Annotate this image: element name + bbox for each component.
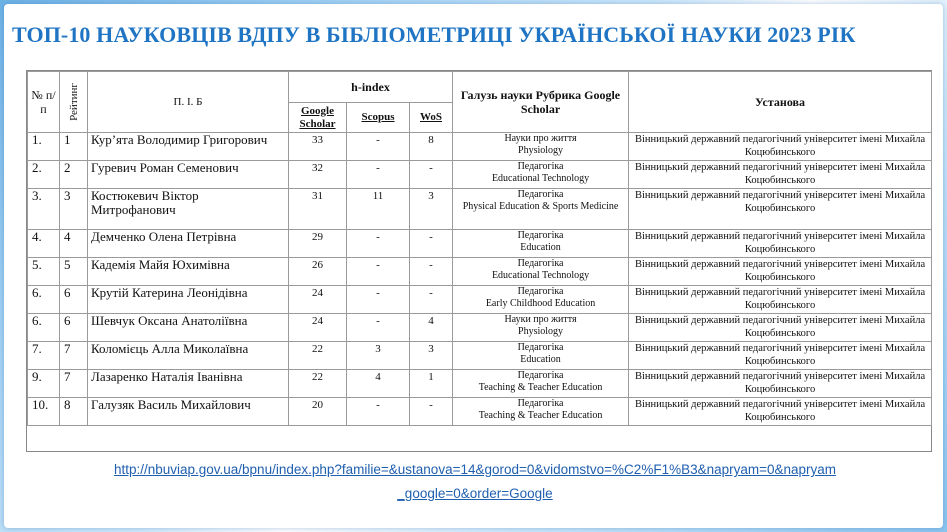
field-ua: Педагогіка [517, 258, 564, 269]
cell-field [453, 342, 629, 370]
cell-field [453, 286, 629, 314]
cell-wos: 8 [410, 133, 453, 161]
header-rank [60, 72, 88, 133]
cell-wos: 4 [410, 314, 453, 342]
cell-name: Костюкевич Віктор Митрофанович [88, 189, 289, 230]
cell-rank: 4 [60, 230, 88, 258]
header-number: № п/ п [28, 72, 60, 133]
field-ua: Науки про життя [504, 314, 577, 325]
cell-number: 4. [28, 230, 60, 258]
header-field: Галузь науки Рубрика Google Scholar [453, 72, 629, 133]
field-en: Education [520, 242, 561, 253]
field-en: Educational Technology [491, 270, 590, 281]
cell-number: 5. [28, 258, 60, 286]
cell-wos: - [410, 230, 453, 258]
cell-google-scholar: 20 [289, 398, 347, 426]
cell-organization: Вінницький державний педагогічний університет імені Михайла Коцюбинського [629, 398, 932, 426]
field-ua: Педагогіка [517, 342, 564, 353]
cell-google-scholar: 33 [289, 133, 347, 161]
field-en: Physical Education & Sports Medicine [462, 201, 619, 212]
source-link[interactable] [30, 458, 920, 506]
field-ua: Науки про життя [504, 133, 577, 144]
cell-wos: - [410, 286, 453, 314]
cell-google-scholar: 29 [289, 230, 347, 258]
header-scopus: Scopus [347, 103, 410, 133]
cell-rank: 3 [60, 189, 88, 230]
table-row [28, 370, 932, 398]
table-row [28, 133, 932, 161]
table-row [28, 342, 932, 370]
field-en: Teaching & Teacher Education [478, 410, 603, 421]
cell-google-scholar: 24 [289, 286, 347, 314]
cell-number: 3. [28, 189, 60, 230]
cell-organization: Вінницький державний педагогічний університет імені Михайла Коцюбинського [629, 189, 932, 230]
cell-organization: Вінницький державний педагогічний університет імені Михайла Коцюбинського [629, 314, 932, 342]
cell-number: 10. [28, 398, 60, 426]
cell-rank: 6 [60, 314, 88, 342]
field-en: Teaching & Teacher Education [478, 382, 603, 393]
cell-name: Крутій Катерина Леонідівна [88, 286, 289, 314]
cell-rank: 2 [60, 161, 88, 189]
cell-wos: - [410, 398, 453, 426]
table-row [28, 314, 932, 342]
cell-organization: Вінницький державний педагогічний університет імені Михайла Коцюбинського [629, 230, 932, 258]
cell-wos: - [410, 258, 453, 286]
cell-name: Шевчук Оксана Анатоліївна [88, 314, 289, 342]
cell-field [453, 230, 629, 258]
cell-number: 7. [28, 342, 60, 370]
table-row [28, 230, 932, 258]
cell-field [453, 398, 629, 426]
field-ua: Педагогіка [517, 398, 564, 409]
cell-google-scholar: 24 [289, 314, 347, 342]
header-organization: Установа [629, 72, 932, 133]
field-en: Physiology [518, 145, 564, 156]
cell-scopus: - [347, 161, 410, 189]
slide-title: ТОП-10 НАУКОВЦІВ ВДПУ В БІБЛІОМЕТРИЦІ УКРАЇНСЬКОЇ НАУКИ 2023 РІК [12, 22, 856, 47]
cell-wos: 1 [410, 370, 453, 398]
cell-field [453, 314, 629, 342]
cell-google-scholar: 22 [289, 342, 347, 370]
cell-google-scholar: 32 [289, 161, 347, 189]
cell-name: Галузяк Василь Михайлович [88, 398, 289, 426]
field-ua: Педагогіка [517, 189, 564, 200]
cell-organization: Вінницький державний педагогічний університет імені Михайла Коцюбинського [629, 133, 932, 161]
cell-number: 9. [28, 370, 60, 398]
field-en: Education [520, 354, 561, 365]
cell-wos: 3 [410, 189, 453, 230]
cell-name: Коломієць Алла Миколаївна [88, 342, 289, 370]
cell-organization: Вінницький державний педагогічний університет імені Михайла Коцюбинського [629, 342, 932, 370]
cell-name: Демченко Олена Петрівна [88, 230, 289, 258]
ranking-table [27, 71, 932, 426]
cell-rank: 7 [60, 370, 88, 398]
cell-google-scholar: 22 [289, 370, 347, 398]
source-link-line-2[interactable]: _google=0&order=Google [397, 486, 553, 501]
cell-scopus: 3 [347, 342, 410, 370]
field-ua: Педагогіка [517, 286, 564, 297]
cell-scopus: - [347, 258, 410, 286]
table-row [28, 258, 932, 286]
cell-rank: 7 [60, 342, 88, 370]
cell-scopus: - [347, 286, 410, 314]
cell-wos: 3 [410, 342, 453, 370]
cell-field [453, 133, 629, 161]
cell-organization: Вінницький державний педагогічний університет імені Михайла Коцюбинського [629, 286, 932, 314]
cell-rank: 5 [60, 258, 88, 286]
header-rank-label: Рейтинг [67, 83, 80, 121]
ranking-table-container [26, 70, 932, 452]
cell-scopus: 4 [347, 370, 410, 398]
cell-field [453, 189, 629, 230]
cell-rank: 6 [60, 286, 88, 314]
cell-number: 1. [28, 133, 60, 161]
field-ua: Педагогіка [517, 370, 564, 381]
cell-organization: Вінницький державний педагогічний університет імені Михайла Коцюбинського [629, 370, 932, 398]
cell-field [453, 161, 629, 189]
header-wos: WoS [410, 103, 453, 133]
field-en: Early Childhood Education [485, 298, 596, 309]
cell-wos: - [410, 161, 453, 189]
field-en: Educational Technology [491, 173, 590, 184]
cell-scopus: - [347, 133, 410, 161]
cell-field [453, 370, 629, 398]
cell-name: Кур’ята Володимир Григорович [88, 133, 289, 161]
cell-name: Кадемія Майя Юхимівна [88, 258, 289, 286]
cell-organization: Вінницький державний педагогічний університет імені Михайла Коцюбинського [629, 161, 932, 189]
cell-rank: 8 [60, 398, 88, 426]
table-row [28, 398, 932, 426]
cell-name: Гуревич Роман Семенович [88, 161, 289, 189]
cell-google-scholar: 31 [289, 189, 347, 230]
cell-number: 2. [28, 161, 60, 189]
cell-scopus: - [347, 398, 410, 426]
table-row [28, 286, 932, 314]
cell-rank: 1 [60, 133, 88, 161]
cell-scopus: - [347, 314, 410, 342]
field-ua: Педагогіка [517, 230, 564, 241]
table-row [28, 189, 932, 230]
source-link-line-1[interactable]: http://nbuviap.gov.ua/bpnu/index.php?familie=&ustanova=14&gorod=0&vidomstvo=%C2%F1%B3&napryam=0&napryam [113, 462, 837, 477]
cell-number: 6. [28, 314, 60, 342]
cell-organization: Вінницький державний педагогічний університет імені Михайла Коцюбинського [629, 258, 932, 286]
field-ua: Педагогіка [517, 161, 564, 172]
header-name: П. І. Б [88, 72, 289, 133]
table-row [28, 161, 932, 189]
table-body [28, 133, 932, 426]
cell-name: Лазаренко Наталія Іванівна [88, 370, 289, 398]
field-en: Physiology [518, 326, 564, 337]
cell-google-scholar: 26 [289, 258, 347, 286]
cell-number: 6. [28, 286, 60, 314]
cell-scopus: 11 [347, 189, 410, 230]
cell-field [453, 258, 629, 286]
header-google-scholar: Google Scholar [289, 103, 347, 133]
cell-scopus: - [347, 230, 410, 258]
header-h-index: h-index [289, 72, 453, 103]
